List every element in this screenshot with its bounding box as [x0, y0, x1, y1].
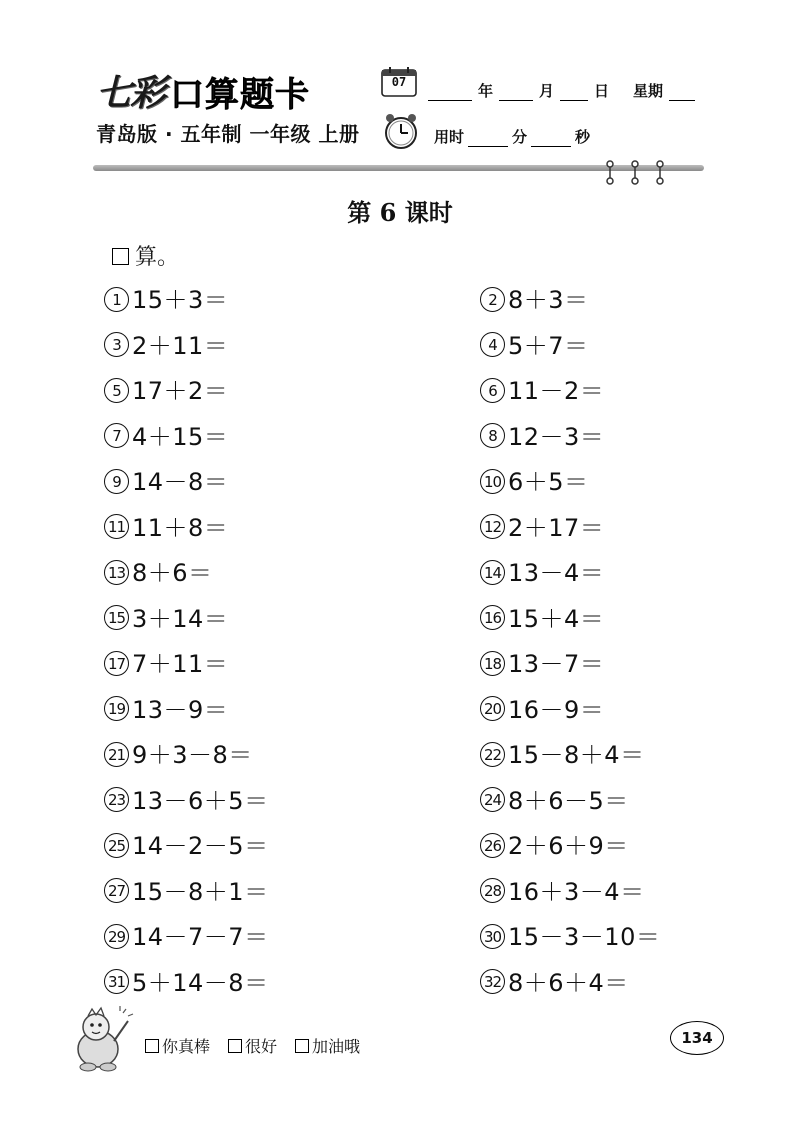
- edition-label: 青岛版 · 五年制 一年级 上册: [96, 122, 360, 146]
- rating-label: 加油哦: [312, 1037, 361, 1056]
- problem-expression: 14－8＝: [132, 468, 229, 496]
- problem-item: [480, 417, 604, 452]
- rating-keep-going[interactable]: [295, 1034, 360, 1057]
- checkbox-icon[interactable]: [145, 1039, 159, 1053]
- weekday-label: 星期: [633, 82, 664, 100]
- instruction-box-icon: [112, 248, 129, 265]
- problem-number: 18: [480, 651, 505, 676]
- problem-item: [104, 599, 228, 634]
- problem-expression: 15－3－10＝: [508, 923, 661, 951]
- weekday-blank[interactable]: [669, 86, 695, 101]
- problem-number: 22: [480, 742, 505, 767]
- self-rating: [145, 1034, 378, 1057]
- calendar-day: 07: [391, 75, 407, 89]
- problem-number: 23: [104, 787, 129, 812]
- problem-number: 29: [104, 924, 129, 949]
- problem-number: 24: [480, 787, 505, 812]
- problem-item: [104, 417, 228, 452]
- problem-expression: 15－8＋1＝: [132, 877, 269, 906]
- problem-item: [480, 462, 589, 497]
- problem-expression: 13－9＝: [132, 695, 229, 724]
- problem-number: 6: [480, 378, 505, 403]
- problem-item: [480, 963, 629, 998]
- problem-item: [480, 371, 604, 406]
- brand-logo: 七彩: [96, 72, 165, 114]
- checkbox-icon[interactable]: [295, 1039, 309, 1053]
- day-blank[interactable]: [560, 86, 588, 101]
- problem-expression: 17＋2＝: [132, 377, 229, 405]
- problem-item: [104, 735, 253, 770]
- problem-expression: 16－9＝: [508, 695, 605, 724]
- problem-expression: 7＋11＝: [132, 650, 229, 678]
- problem-expression: 14－2－5＝: [132, 832, 269, 860]
- page-number: 134: [670, 1021, 724, 1055]
- rating-label: 你真棒: [162, 1037, 211, 1056]
- problem-number: 7: [104, 423, 129, 448]
- problem-item: [104, 963, 269, 998]
- problem-expression: 15＋4＝: [508, 604, 605, 633]
- checkbox-icon[interactable]: [228, 1039, 242, 1053]
- problem-item: [104, 553, 213, 588]
- problem-item: [480, 644, 604, 679]
- problem-number: 17: [104, 651, 129, 676]
- problem-item: [104, 326, 228, 361]
- problem-expression: 13－7＝: [508, 650, 605, 678]
- rating-good[interactable]: [228, 1034, 277, 1057]
- problem-number: 27: [104, 878, 129, 903]
- problem-number: 31: [104, 969, 129, 994]
- problem-item: [480, 690, 604, 725]
- problem-number: 16: [480, 605, 505, 630]
- problem-item: [104, 462, 228, 497]
- month-label: 月: [539, 82, 555, 100]
- problem-number: 12: [480, 514, 505, 539]
- problem-number: 3: [104, 332, 129, 357]
- problem-number: 32: [480, 969, 505, 994]
- problem-number: 25: [104, 833, 129, 858]
- problem-item: [104, 280, 228, 315]
- calendar-icon: [381, 67, 417, 97]
- problem-number: 8: [480, 423, 505, 448]
- problem-expression: 6＋5＝: [508, 468, 589, 496]
- problem-number: 4: [480, 332, 505, 357]
- rating-label: 很好: [245, 1037, 278, 1056]
- problem-item: [480, 326, 589, 361]
- problem-number: 19: [104, 696, 129, 721]
- problem-item: [480, 781, 629, 816]
- problem-expression: 5＋7＝: [508, 331, 589, 360]
- problem-item: [104, 508, 228, 543]
- minutes-label: 分: [512, 128, 528, 146]
- problem-expression: 2＋11＝: [132, 331, 229, 360]
- time-fields: [430, 126, 594, 147]
- problem-expression: 2＋17＝: [508, 513, 605, 542]
- brand-title-block: [96, 66, 310, 116]
- problem-number: 13: [104, 560, 129, 585]
- problem-expression: 16＋3－4＝: [508, 877, 645, 906]
- problem-expression: 2＋6＋9＝: [508, 832, 629, 860]
- problem-expression: 3＋14＝: [132, 604, 229, 633]
- problem-expression: 8＋6－5＝: [508, 786, 629, 815]
- problem-item: [104, 690, 228, 725]
- problem-number: 14: [480, 560, 505, 585]
- seconds-label: 秒: [575, 128, 591, 146]
- problem-expression: 15－8＋4＝: [508, 741, 645, 769]
- problem-expression: 8＋3＝: [508, 286, 589, 314]
- problem-number: 2: [480, 287, 505, 312]
- problem-item: [480, 280, 589, 315]
- problem-expression: 14－7－7＝: [132, 923, 269, 951]
- problem-expression: 13－4＝: [508, 559, 605, 587]
- problem-item: [104, 371, 228, 406]
- problem-item: [104, 917, 269, 952]
- seconds-blank[interactable]: [531, 132, 571, 147]
- year-label: 年: [478, 82, 494, 100]
- problem-number: 28: [480, 878, 505, 903]
- instruction-text: 算。: [135, 245, 180, 270]
- problem-expression: 13－6＋5＝: [132, 786, 269, 815]
- problem-number: 5: [104, 378, 129, 403]
- mascot-illustration: [68, 1003, 138, 1073]
- book-title: 口算题卡: [170, 75, 311, 115]
- problem-item: [104, 826, 269, 861]
- problem-expression: 11＋8＝: [132, 513, 229, 542]
- problem-item: [480, 599, 604, 634]
- problem-item: [480, 553, 604, 588]
- problem-item: [480, 872, 645, 907]
- problem-number: 1: [104, 287, 129, 312]
- problem-expression: 15＋3＝: [132, 286, 229, 314]
- problem-number: 9: [104, 469, 129, 494]
- problem-expression: 4＋15＝: [132, 422, 229, 451]
- instruction: [112, 240, 179, 271]
- binder-rings-icon: [600, 158, 670, 186]
- day-label: 日: [594, 82, 610, 100]
- problem-number: 26: [480, 833, 505, 858]
- problem-expression: 8＋6＝: [132, 559, 213, 587]
- problem-number: 10: [480, 469, 505, 494]
- rating-great[interactable]: [145, 1034, 210, 1057]
- problem-number: 15: [104, 605, 129, 630]
- problem-item: [480, 917, 660, 952]
- year-blank[interactable]: [428, 86, 472, 101]
- date-fields: [428, 80, 695, 101]
- problem-expression: 8＋6＋4＝: [508, 968, 629, 997]
- minutes-blank[interactable]: [468, 132, 508, 147]
- problem-item: [480, 735, 645, 770]
- problem-item: [480, 508, 604, 543]
- problem-item: [104, 781, 269, 816]
- clock-icon: [383, 112, 419, 150]
- lesson-title: 第 6 课时: [347, 198, 453, 227]
- problem-item: [104, 872, 269, 907]
- time-used-label: 用时: [434, 128, 465, 146]
- month-blank[interactable]: [499, 86, 533, 101]
- problem-expression: 5＋14－8＝: [132, 968, 269, 997]
- problem-number: 11: [104, 514, 129, 539]
- problem-expression: 11－2＝: [508, 377, 605, 405]
- problem-item: [480, 826, 629, 861]
- problem-item: [104, 644, 228, 679]
- problem-number: 21: [104, 742, 129, 767]
- problem-number: 20: [480, 696, 505, 721]
- problem-expression: 12－3＝: [508, 422, 605, 451]
- problem-number: 30: [480, 924, 505, 949]
- problem-expression: 9＋3－8＝: [132, 741, 253, 769]
